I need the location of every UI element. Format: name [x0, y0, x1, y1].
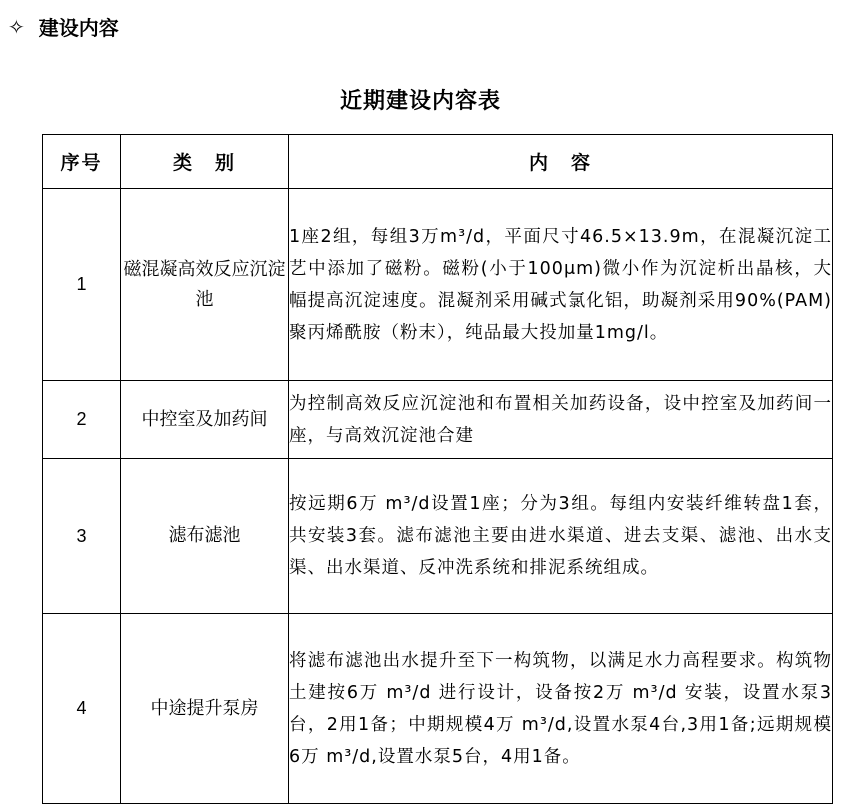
row-content: 1座2组，每组3万m³/d，平面尺寸46.5×13.9m，在混凝沉淀工艺中添加了磁粉。磁粉(小于100μm)微小作为沉淀析出晶核，大幅提高沉淀速度。混凝剂采用碱式氯化铝，助凝剂采用90%(PAM)聚丙烯酰胺（粉末），纯品最大投加量1mg/l。 [289, 189, 833, 381]
table-row [43, 189, 833, 381]
header-index: 序号 [43, 135, 121, 189]
header-category: 类 别 [121, 135, 289, 189]
row-content: 将滤布滤池出水提升至下一构筑物，以满足水力高程要求。构筑物土建按6万 m³/d 进行设计，设备按2万 m³/d 安装，设置水泵3台，2用1备；中期规模4万 m³/d,设置水泵4台,3用1备;远期规模6万 m³/d,设置水泵5台，4用1备。 [289, 614, 833, 804]
row-category: 磁混凝高效反应沉淀池 [121, 189, 289, 381]
row-content: 按远期6万 m³/d设置1座；分为3组。每组内安装纤维转盘1套，共安装3套。滤布滤池主要由进水渠道、进去支渠、滤池、出水支渠、出水渠道、反冲洗系统和排泥系统组成。 [289, 459, 833, 614]
table-header-row [43, 135, 833, 189]
diamond-outline-icon: ✧ [8, 14, 25, 39]
row-index: 4 [43, 614, 121, 804]
header-content: 内 容 [289, 135, 833, 189]
table-row [43, 459, 833, 614]
table-row [43, 381, 833, 459]
construction-content-table [42, 134, 833, 804]
row-category: 滤布滤池 [121, 459, 289, 614]
table-title: 近期建设内容表 [339, 89, 501, 114]
row-category: 中控室及加药间 [121, 381, 289, 459]
row-content: 为控制高效反应沉淀池和布置相关加药设备，设中控室及加药间一座，与高效沉淀池合建 [289, 381, 833, 459]
section-title: 建设内容 [38, 16, 119, 40]
row-category: 中途提升泵房 [121, 614, 289, 804]
row-index: 2 [43, 381, 121, 459]
table-row [43, 614, 833, 804]
section-heading [8, 12, 119, 41]
row-index: 1 [43, 189, 121, 381]
row-index: 3 [43, 459, 121, 614]
